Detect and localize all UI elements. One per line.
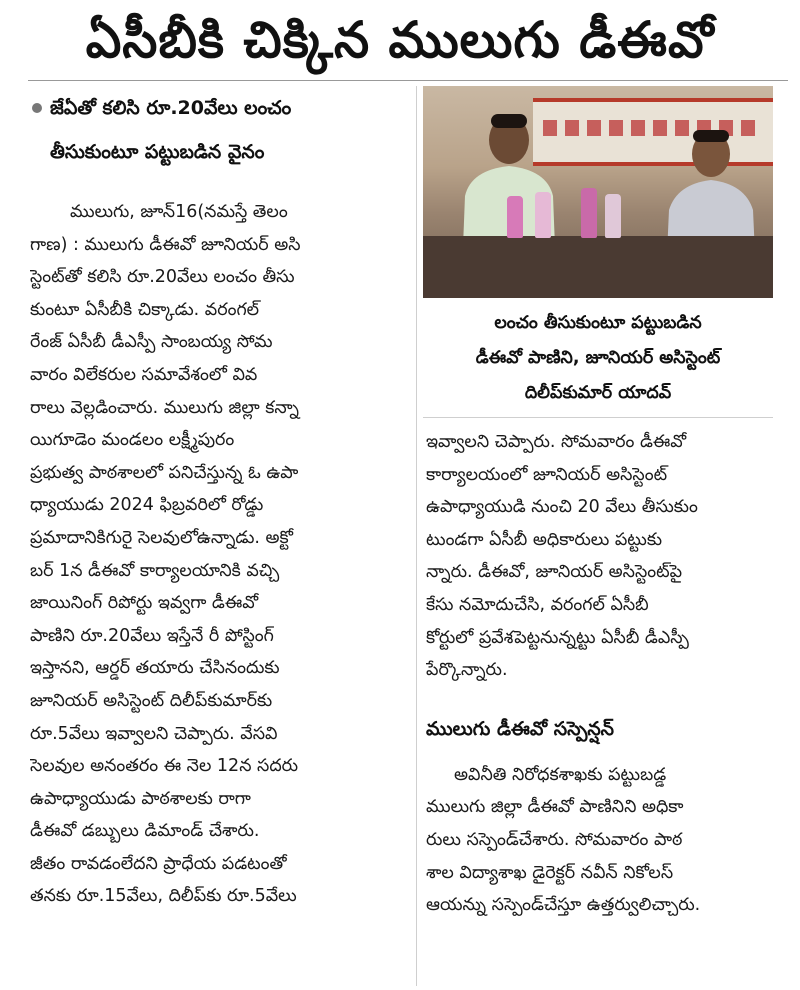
story-line: స్టెంట్‌తో కలిసి రూ.20వేలు లంచం తీసు — [30, 267, 295, 288]
caption-line: డీఈవో పాణిని, జూనియర్ అసిస్టెంట్ — [475, 348, 721, 368]
story-line: బర్ 1న డీఈవో కార్యాలయానికి వచ్చి — [30, 560, 280, 581]
caption-rule — [423, 417, 773, 418]
left-column — [30, 86, 414, 913]
story-line: ఇవ్వాలని చెప్పారు. సోమవారం డీఈవో — [426, 432, 687, 452]
story-line: ఇస్తానని, ఆర్డర్ తయారు చేసినందుకు — [30, 658, 280, 679]
bullet-icon — [32, 103, 42, 113]
headline: ఏసీబీకి చిక్కిన ములుగు డీఈవో — [85, 11, 715, 69]
suspension-story — [426, 759, 776, 922]
story-continuation — [426, 426, 776, 687]
column-divider — [416, 86, 417, 986]
headline-rule — [28, 80, 788, 81]
story-line: పేర్కొన్నారు. — [426, 660, 508, 681]
story-line: రేంజ్ ఏసీబీ డీఎస్పీ సాంబయ్య సోమ — [30, 332, 273, 353]
story-line: న్నారు. డీఈవో, జూనియర్ అసిస్టెంట్‌పై — [426, 562, 683, 583]
story-line: వారం విలేకరుల సమావేశంలో వివ — [30, 364, 258, 385]
bottle-icon — [507, 196, 523, 238]
caption-line: దిలీప్‌కుమార్ యాదవ్ — [524, 383, 672, 403]
story-line: జాయినింగ్ రిపోర్టు ఇవ్వగా డీఈవో — [30, 593, 259, 614]
story-line: ప్రభుత్వ పాఠశాలలో పనిచేస్తున్న ఓ ఉపా — [30, 462, 299, 483]
deck-line: తీసుకుంటూ పట్టుబడిన వైనం — [50, 141, 265, 163]
bottle-icon — [535, 192, 551, 238]
bottle-icon — [581, 188, 597, 238]
story-line: రులు సస్పెండ్‌చేశారు. సోమవారం పాఠ — [426, 829, 683, 850]
story-line: రాలు వెల్లడించారు. ములుగు జిల్లా కన్నా — [30, 397, 299, 418]
story-line: ములుగు, జూన్16(నమస్తే తెలం — [70, 202, 288, 222]
story-line: తనకు రూ.15వేలు, దిలీప్‌కు రూ.5వేలు — [30, 886, 297, 907]
story-line: గాణ) : ములుగు డీఈవో జూనియర్ అసి — [30, 234, 301, 255]
story-line: కేసు నమోదుచేసి, వరంగల్ ఏసీబీ — [426, 594, 649, 615]
story-line: జూనియర్ అసిస్టెంట్ దిలీప్‌కుమార్‌కు — [30, 690, 273, 711]
caption-line: లంచం తీసుకుంటూ పట్టుబడిన — [494, 313, 702, 333]
story-body — [30, 196, 414, 913]
photo-caption — [423, 306, 773, 411]
story-line: జీతం రావడంలేదని ప్రాధేయ పడటంతో — [30, 853, 287, 874]
story-line: కోర్టులో ప్రవేశపెట్టనున్నట్టు ఏసీబీ డీఎస్పీ — [426, 627, 689, 648]
deck — [30, 86, 414, 174]
story-line: ఉపాధ్యాయుడి నుంచి 20 వేలు తీసుకుం — [426, 497, 698, 518]
deck-line: జేఏతో కలిసి రూ.20వేలు లంచం — [50, 97, 292, 119]
story-line: సెలవుల అనంతరం ఈ నెల 12న సదరు — [30, 756, 299, 777]
subheading: ములుగు డీఈవో సస్పెన్షన్ — [426, 717, 615, 740]
story-line: కార్యాలయంలో జూనియర్ అసిస్టెంట్ — [426, 464, 668, 485]
story-line: పాణిని రూ.20వేలు ఇస్తేనే రీ పోస్టింగ్ — [30, 625, 274, 646]
story-line: శాల విద్యాశాఖ డైరెక్టర్ నవీన్ నికోలస్ — [426, 862, 674, 883]
story-line: ప్రమాదానికిగురై సెలవులోఉన్నాడు. అక్టో — [30, 527, 294, 548]
story-line: డీఈవో డబ్బులు డిమాండ్ చేశారు. — [30, 821, 260, 842]
story-line: ఆయన్ను సస్పెండ్‌చేస్తూ ఉత్తర్వులిచ్చారు. — [426, 895, 701, 916]
story-line: యిగూడెం మండలం లక్ష్మీపురం — [30, 430, 235, 451]
story-line: ఉపాధ్యాయుడు పాఠశాలకు రాగా — [30, 788, 251, 809]
story-line: ములుగు జిల్లా డీఈవో పాణినిని అధికా — [426, 797, 684, 818]
story-line: ధ్యాయుడు 2024 ఫిబ్రవరిలో రోడ్డు — [30, 495, 264, 516]
story-line: టుండగా ఏసీబీ అధికారులు పట్టుకు — [426, 529, 663, 550]
story-line: కుంటూ ఏసీబీకి చిక్కాడు. వరంగల్ — [30, 299, 260, 320]
desk — [423, 236, 773, 298]
right-column — [426, 426, 776, 922]
news-photo — [423, 86, 773, 298]
story-line: రూ.5వేలు ఇవ్వాలని చెప్పారు. వేసవి — [30, 723, 278, 744]
bottle-icon — [605, 194, 621, 238]
story-line: అవినీతి నిరోధకశాఖకు పట్టుబడ్డ — [454, 764, 667, 785]
